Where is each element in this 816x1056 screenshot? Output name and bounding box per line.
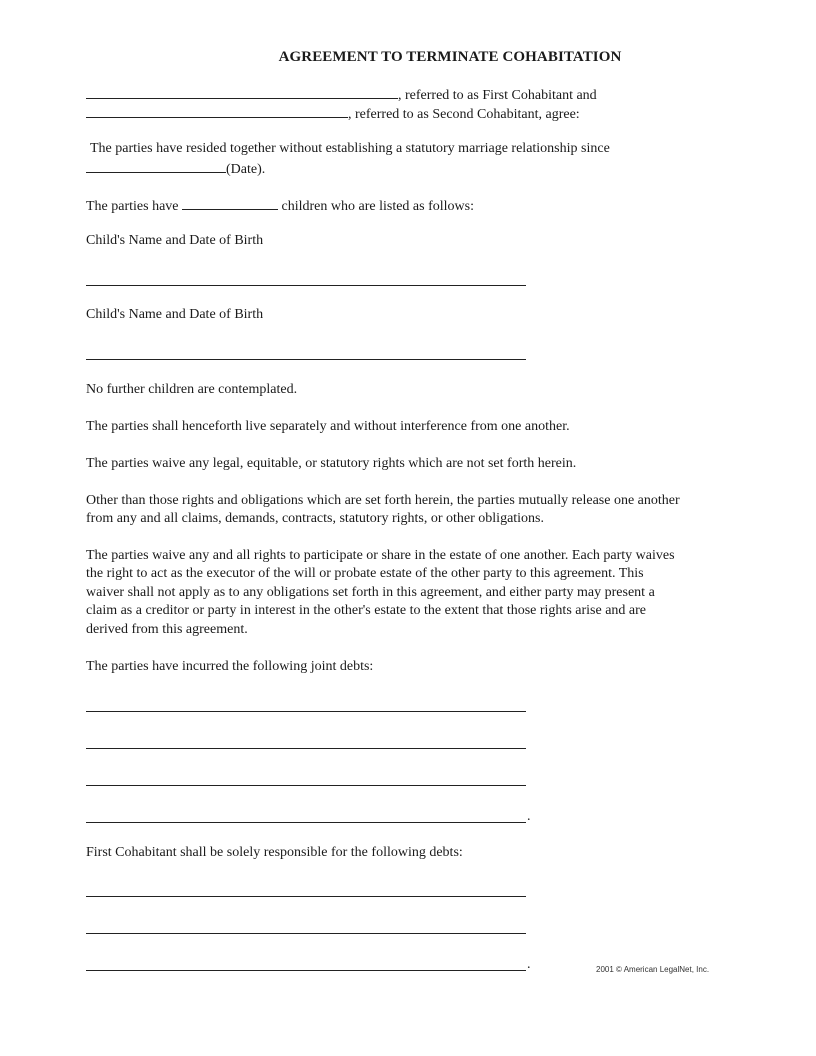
child-label-1: Child's Name and Date of Birth <box>86 233 264 248</box>
first-cohabitant-blank[interactable] <box>86 84 398 99</box>
no-further-children: No further children are contemplated. <box>86 382 298 397</box>
joint-debts-period: . <box>527 809 531 824</box>
estate-line-4: claim as a creditor or party in interest in the other's estate to the extent that those rights arise and are <box>86 603 646 618</box>
first-cohabitant-label: , referred to as First Cohabitant and <box>398 88 597 103</box>
resided-text: The parties have resided together without establishing a statutory marriage relationship since <box>90 141 610 156</box>
estate-line-3: waiver shall not apply as to any obligations set forth in this agreement, and either party may present a <box>86 585 655 600</box>
date-label: (Date). <box>226 162 266 177</box>
release-line-2: from any and all claims, demands, contracts, statutory rights, or other obligations. <box>86 511 545 526</box>
children-suffix: children who are listed as follows: <box>281 199 474 214</box>
first-debt-blank-1[interactable] <box>86 896 526 897</box>
live-separately: The parties shall henceforth live separately and without interference from one another. <box>86 419 570 434</box>
joint-debt-blank-3[interactable] <box>86 785 526 786</box>
second-cohabitant-line <box>86 103 776 124</box>
second-cohabitant-label: , referred to as Second Cohabitant, agree: <box>348 107 580 122</box>
release-line-1: Other than those rights and obligations which are set forth herein, the parties mutually release one another <box>86 493 680 508</box>
estate-line-5: derived from this agreement. <box>86 622 248 637</box>
first-debts-heading: First Cohabitant shall be solely responsible for the following debts: <box>86 845 463 860</box>
first-debt-blank-3[interactable] <box>86 970 526 971</box>
joint-debts-heading: The parties have incurred the following joint debts: <box>86 659 374 674</box>
first-debt-blank-2[interactable] <box>86 933 526 934</box>
estate-line-1: The parties waive any and all rights to participate or share in the estate of one another. Each party waives <box>86 548 675 563</box>
since-date-blank[interactable] <box>86 158 226 173</box>
children-count-blank[interactable] <box>182 195 278 210</box>
document-title: AGREEMENT TO TERMINATE COHABITATION <box>278 49 622 65</box>
children-line <box>86 195 776 216</box>
second-cohabitant-blank[interactable] <box>86 103 348 118</box>
first-cohabitant-line <box>86 84 776 105</box>
copyright-footer: 2001 © American LegalNet, Inc. <box>596 965 710 974</box>
joint-debt-blank-4[interactable] <box>86 822 526 823</box>
first-debts-period: . <box>527 957 531 972</box>
estate-line-2: the right to act as the executor of the will or probate estate of the other party to this agreement. This <box>86 566 644 581</box>
child-label-2: Child's Name and Date of Birth <box>86 307 264 322</box>
joint-debt-blank-2[interactable] <box>86 748 526 749</box>
children-prefix: The parties have <box>86 199 179 214</box>
child-2-blank[interactable] <box>86 359 526 360</box>
waive-rights: The parties waive any legal, equitable, or statutory rights which are not set forth herein. <box>86 456 577 471</box>
date-line <box>86 158 776 179</box>
child-1-blank[interactable] <box>86 285 526 286</box>
joint-debt-blank-1[interactable] <box>86 711 526 712</box>
